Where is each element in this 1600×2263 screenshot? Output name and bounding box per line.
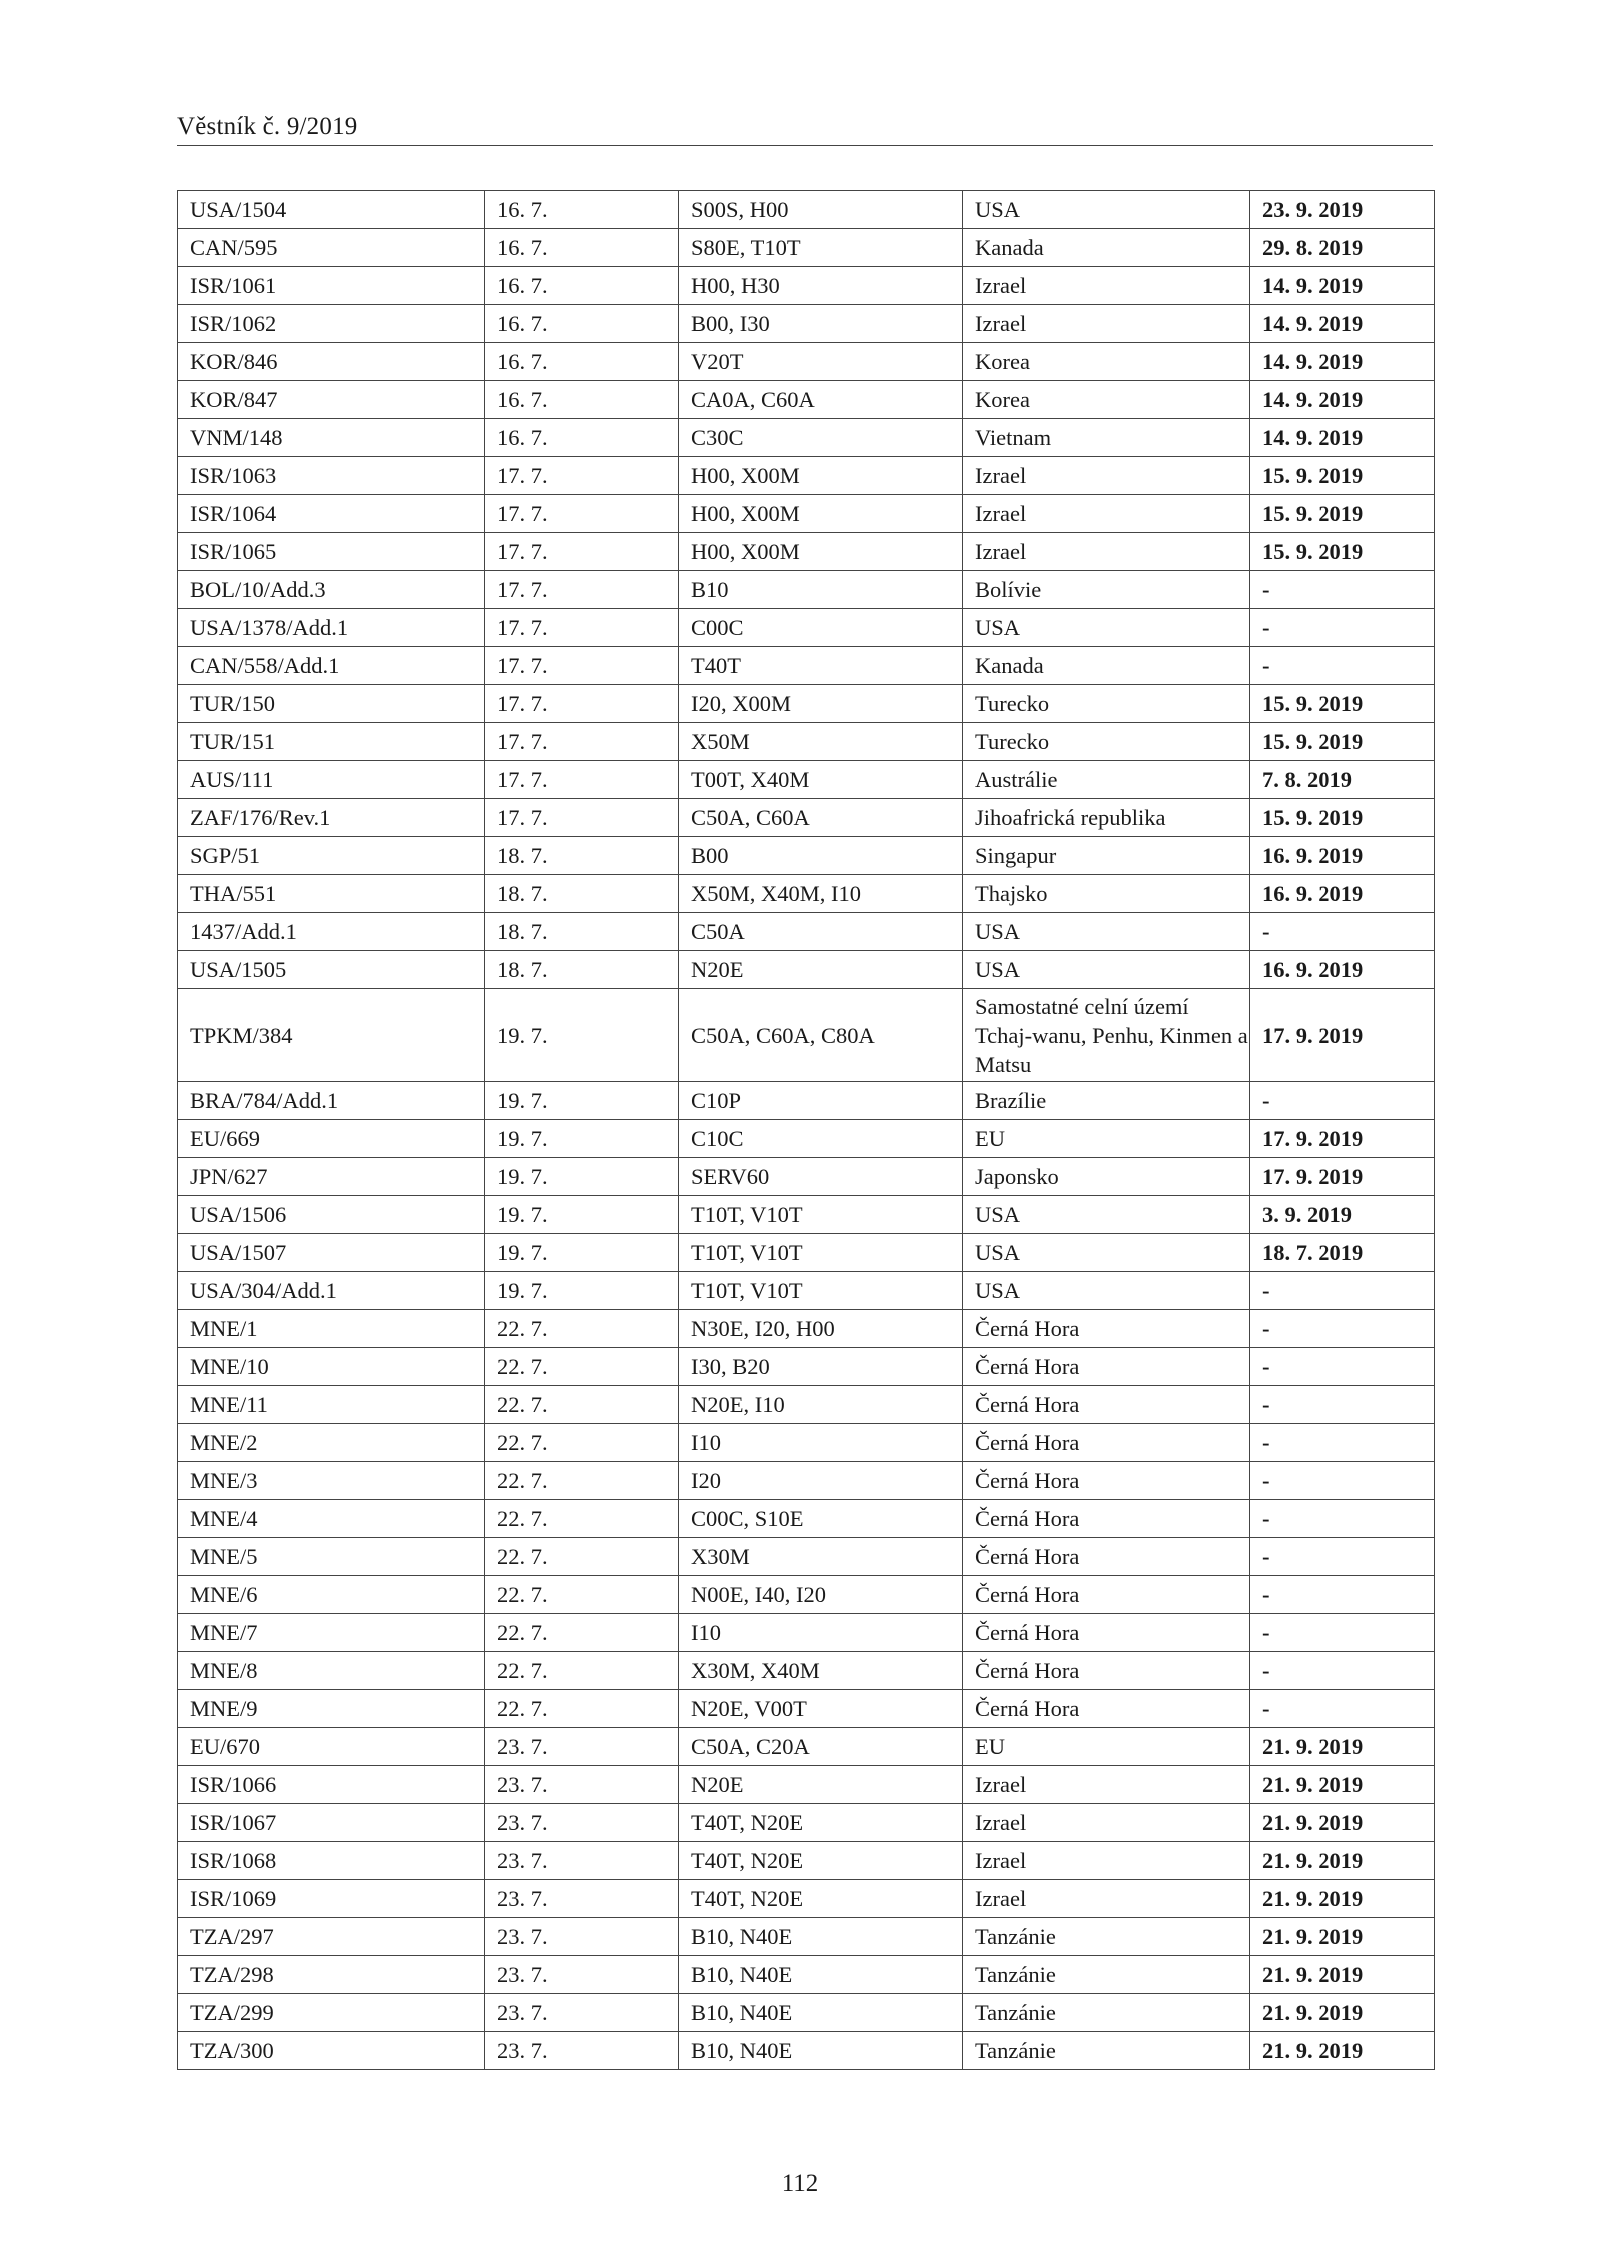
product-codes-cell: S00S, H00 — [679, 191, 963, 229]
notification-symbol-cell: ISR/1063 — [178, 457, 485, 495]
comment-deadline-cell: 15. 9. 2019 — [1250, 799, 1435, 837]
notification-symbol-cell: USA/1505 — [178, 951, 485, 989]
product-codes-cell: N20E — [679, 1766, 963, 1804]
page-header-title: Věstník č. 9/2019 — [177, 113, 358, 140]
comment-deadline-cell: - — [1250, 1424, 1435, 1462]
country-cell: Černá Hora — [963, 1386, 1250, 1424]
notification-symbol-cell: AUS/111 — [178, 761, 485, 799]
notification-date-cell: 16. 7. — [485, 229, 679, 267]
product-codes-cell: C00C, S10E — [679, 1500, 963, 1538]
notification-symbol-cell: MNE/11 — [178, 1386, 485, 1424]
notification-symbol-cell: KOR/847 — [178, 381, 485, 419]
notification-date-cell: 17. 7. — [485, 799, 679, 837]
page-number: 112 — [781, 2170, 819, 2197]
notification-symbol-cell: CAN/595 — [178, 229, 485, 267]
comment-deadline-cell: - — [1250, 571, 1435, 609]
country-cell: USA — [963, 1272, 1250, 1310]
product-codes-cell: T00T, X40M — [679, 761, 963, 799]
table-row — [178, 761, 1435, 799]
product-codes-cell: B10 — [679, 571, 963, 609]
country-cell: Jihoafrická republika — [963, 799, 1250, 837]
notification-date-cell: 18. 7. — [485, 951, 679, 989]
country-cell: Bolívie — [963, 571, 1250, 609]
country-cell: Kanada — [963, 647, 1250, 685]
table-row — [178, 723, 1435, 761]
table-row — [178, 951, 1435, 989]
comment-deadline-cell: 18. 7. 2019 — [1250, 1234, 1435, 1272]
notification-date-cell: 16. 7. — [485, 305, 679, 343]
country-cell: Černá Hora — [963, 1310, 1250, 1348]
table-row — [178, 457, 1435, 495]
comment-deadline-cell: 21. 9. 2019 — [1250, 1880, 1435, 1918]
notification-symbol-cell: ISR/1067 — [178, 1804, 485, 1842]
comment-deadline-cell: 14. 9. 2019 — [1250, 381, 1435, 419]
notification-symbol-cell: ISR/1061 — [178, 267, 485, 305]
product-codes-cell: C50A — [679, 913, 963, 951]
product-codes-cell: T40T, N20E — [679, 1804, 963, 1842]
comment-deadline-cell: 23. 9. 2019 — [1250, 191, 1435, 229]
product-codes-cell: I10 — [679, 1424, 963, 1462]
country-cell: Izrael — [963, 1880, 1250, 1918]
table-row — [178, 495, 1435, 533]
product-codes-cell: N20E, I10 — [679, 1386, 963, 1424]
country-cell: Černá Hora — [963, 1424, 1250, 1462]
table-row — [178, 1880, 1435, 1918]
comment-deadline-cell: 15. 9. 2019 — [1250, 685, 1435, 723]
product-codes-cell: X30M, X40M — [679, 1652, 963, 1690]
comment-deadline-cell: 14. 9. 2019 — [1250, 305, 1435, 343]
notification-date-cell: 23. 7. — [485, 1880, 679, 1918]
product-codes-cell: X30M — [679, 1538, 963, 1576]
notification-symbol-cell: ISR/1062 — [178, 305, 485, 343]
product-codes-cell: C10P — [679, 1082, 963, 1120]
notification-symbol-cell: KOR/846 — [178, 343, 485, 381]
country-cell: USA — [963, 1196, 1250, 1234]
country-cell: Černá Hora — [963, 1462, 1250, 1500]
comment-deadline-cell: 21. 9. 2019 — [1250, 1766, 1435, 1804]
notification-symbol-cell: USA/1506 — [178, 1196, 485, 1234]
country-cell: Tanzánie — [963, 2032, 1250, 2070]
comment-deadline-cell: - — [1250, 1500, 1435, 1538]
table-row — [178, 1576, 1435, 1614]
table-row — [178, 647, 1435, 685]
notification-symbol-cell: ISR/1069 — [178, 1880, 485, 1918]
notification-date-cell: 22. 7. — [485, 1310, 679, 1348]
comment-deadline-cell: - — [1250, 1082, 1435, 1120]
notification-date-cell: 16. 7. — [485, 191, 679, 229]
country-cell: Tanzánie — [963, 1994, 1250, 2032]
comment-deadline-cell: 21. 9. 2019 — [1250, 1918, 1435, 1956]
notification-symbol-cell: TZA/300 — [178, 2032, 485, 2070]
notification-symbol-cell: SGP/51 — [178, 837, 485, 875]
table-row — [178, 1956, 1435, 1994]
notification-symbol-cell: MNE/2 — [178, 1424, 485, 1462]
notification-date-cell: 22. 7. — [485, 1614, 679, 1652]
country-cell: EU — [963, 1120, 1250, 1158]
comment-deadline-cell: 16. 9. 2019 — [1250, 875, 1435, 913]
table-row — [178, 1994, 1435, 2032]
country-cell: Černá Hora — [963, 1652, 1250, 1690]
notification-date-cell: 18. 7. — [485, 913, 679, 951]
product-codes-cell: SERV60 — [679, 1158, 963, 1196]
notification-date-cell: 19. 7. — [485, 989, 679, 1082]
comment-deadline-cell: 21. 9. 2019 — [1250, 1994, 1435, 2032]
country-cell: Černá Hora — [963, 1538, 1250, 1576]
product-codes-cell: B10, N40E — [679, 1918, 963, 1956]
notification-date-cell: 19. 7. — [485, 1082, 679, 1120]
table-row — [178, 1614, 1435, 1652]
comment-deadline-cell: 21. 9. 2019 — [1250, 1728, 1435, 1766]
notification-symbol-cell: TUR/150 — [178, 685, 485, 723]
product-codes-cell: B10, N40E — [679, 2032, 963, 2070]
notification-symbol-cell: USA/1507 — [178, 1234, 485, 1272]
notification-date-cell: 22. 7. — [485, 1424, 679, 1462]
country-cell: Černá Hora — [963, 1690, 1250, 1728]
notification-date-cell: 17. 7. — [485, 647, 679, 685]
comment-deadline-cell: - — [1250, 609, 1435, 647]
product-codes-cell: N00E, I40, I20 — [679, 1576, 963, 1614]
table-row — [178, 875, 1435, 913]
table-row — [178, 1386, 1435, 1424]
notification-date-cell: 19. 7. — [485, 1158, 679, 1196]
table-row — [178, 1690, 1435, 1728]
comment-deadline-cell: - — [1250, 1690, 1435, 1728]
notification-symbol-cell: MNE/9 — [178, 1690, 485, 1728]
notification-symbol-cell: CAN/558/Add.1 — [178, 647, 485, 685]
comment-deadline-cell: 14. 9. 2019 — [1250, 267, 1435, 305]
product-codes-cell: B00, I30 — [679, 305, 963, 343]
notification-symbol-cell: EU/670 — [178, 1728, 485, 1766]
table-row — [178, 1424, 1435, 1462]
comment-deadline-cell: - — [1250, 1462, 1435, 1500]
notification-symbol-cell: ISR/1066 — [178, 1766, 485, 1804]
comment-deadline-cell: 15. 9. 2019 — [1250, 723, 1435, 761]
notification-date-cell: 17. 7. — [485, 609, 679, 647]
comment-deadline-cell: - — [1250, 1576, 1435, 1614]
notification-table — [177, 190, 1435, 2070]
table-row — [178, 229, 1435, 267]
notification-symbol-cell: USA/1378/Add.1 — [178, 609, 485, 647]
product-codes-cell: V20T — [679, 343, 963, 381]
notification-date-cell: 19. 7. — [485, 1196, 679, 1234]
notification-date-cell: 23. 7. — [485, 1766, 679, 1804]
country-cell: EU — [963, 1728, 1250, 1766]
notification-date-cell: 17. 7. — [485, 495, 679, 533]
table-row — [178, 1538, 1435, 1576]
notification-symbol-cell: MNE/1 — [178, 1310, 485, 1348]
country-cell: Turecko — [963, 723, 1250, 761]
notification-symbol-cell: MNE/5 — [178, 1538, 485, 1576]
country-cell: Izrael — [963, 1842, 1250, 1880]
table-row — [178, 1082, 1435, 1120]
notification-date-cell: 18. 7. — [485, 837, 679, 875]
notification-date-cell: 16. 7. — [485, 267, 679, 305]
product-codes-cell: H00, H30 — [679, 267, 963, 305]
product-codes-cell: T40T, N20E — [679, 1880, 963, 1918]
header-divider — [177, 145, 1433, 146]
notification-date-cell: 22. 7. — [485, 1652, 679, 1690]
country-cell: USA — [963, 951, 1250, 989]
notification-symbol-cell: TUR/151 — [178, 723, 485, 761]
table-row — [178, 1500, 1435, 1538]
product-codes-cell: H00, X00M — [679, 495, 963, 533]
product-codes-cell: T10T, V10T — [679, 1234, 963, 1272]
country-cell: Korea — [963, 343, 1250, 381]
table-row — [178, 1728, 1435, 1766]
country-cell: Černá Hora — [963, 1348, 1250, 1386]
country-cell: USA — [963, 609, 1250, 647]
notification-date-cell: 23. 7. — [485, 1804, 679, 1842]
country-cell: Tanzánie — [963, 1956, 1250, 1994]
product-codes-cell: S80E, T10T — [679, 229, 963, 267]
product-codes-cell: T40T, N20E — [679, 1842, 963, 1880]
country-cell: Samostatné celní území Tchaj-wanu, Penhu, Kinmen a Matsu — [963, 989, 1250, 1082]
comment-deadline-cell: - — [1250, 1652, 1435, 1690]
notification-date-cell: 22. 7. — [485, 1538, 679, 1576]
comment-deadline-cell: 17. 9. 2019 — [1250, 1158, 1435, 1196]
notification-date-cell: 17. 7. — [485, 723, 679, 761]
notification-date-cell: 23. 7. — [485, 1956, 679, 1994]
country-cell: Izrael — [963, 1804, 1250, 1842]
product-codes-cell: T40T — [679, 647, 963, 685]
notification-date-cell: 19. 7. — [485, 1234, 679, 1272]
notification-date-cell: 17. 7. — [485, 533, 679, 571]
notification-symbol-cell: MNE/3 — [178, 1462, 485, 1500]
product-codes-cell: C30C — [679, 419, 963, 457]
country-cell: Austrálie — [963, 761, 1250, 799]
table-row — [178, 1804, 1435, 1842]
comment-deadline-cell: 14. 9. 2019 — [1250, 419, 1435, 457]
table-row — [178, 685, 1435, 723]
product-codes-cell: I10 — [679, 1614, 963, 1652]
comment-deadline-cell: 21. 9. 2019 — [1250, 1956, 1435, 1994]
country-cell: Korea — [963, 381, 1250, 419]
notification-date-cell: 16. 7. — [485, 381, 679, 419]
country-cell: USA — [963, 191, 1250, 229]
notification-symbol-cell: TZA/298 — [178, 1956, 485, 1994]
country-cell: Thajsko — [963, 875, 1250, 913]
notification-symbol-cell: MNE/10 — [178, 1348, 485, 1386]
product-codes-cell: I20, X00M — [679, 685, 963, 723]
notification-symbol-cell: BRA/784/Add.1 — [178, 1082, 485, 1120]
notification-date-cell: 17. 7. — [485, 571, 679, 609]
table-row — [178, 1462, 1435, 1500]
notification-date-cell: 17. 7. — [485, 685, 679, 723]
comment-deadline-cell: 16. 9. 2019 — [1250, 951, 1435, 989]
notification-symbol-cell: MNE/8 — [178, 1652, 485, 1690]
table-row — [178, 343, 1435, 381]
notification-date-cell: 22. 7. — [485, 1348, 679, 1386]
table-row — [178, 533, 1435, 571]
table-row — [178, 571, 1435, 609]
country-cell: Tanzánie — [963, 1918, 1250, 1956]
product-codes-cell: B00 — [679, 837, 963, 875]
comment-deadline-cell: - — [1250, 1386, 1435, 1424]
comment-deadline-cell: 21. 9. 2019 — [1250, 2032, 1435, 2070]
notification-date-cell: 23. 7. — [485, 1918, 679, 1956]
product-codes-cell: C10C — [679, 1120, 963, 1158]
product-codes-cell: N20E — [679, 951, 963, 989]
notification-date-cell: 19. 7. — [485, 1120, 679, 1158]
product-codes-cell: B10, N40E — [679, 1956, 963, 1994]
notification-date-cell: 22. 7. — [485, 1386, 679, 1424]
comment-deadline-cell: 7. 8. 2019 — [1250, 761, 1435, 799]
country-cell: Černá Hora — [963, 1500, 1250, 1538]
notification-symbol-cell: TZA/299 — [178, 1994, 485, 2032]
table-row — [178, 1348, 1435, 1386]
product-codes-cell: N30E, I20, H00 — [679, 1310, 963, 1348]
country-cell: Izrael — [963, 457, 1250, 495]
product-codes-cell: H00, X00M — [679, 457, 963, 495]
notification-symbol-cell: TPKM/384 — [178, 989, 485, 1082]
notification-symbol-cell: MNE/7 — [178, 1614, 485, 1652]
table-row — [178, 381, 1435, 419]
comment-deadline-cell: 29. 8. 2019 — [1250, 229, 1435, 267]
table-row — [178, 799, 1435, 837]
notification-symbol-cell: USA/1504 — [178, 191, 485, 229]
table-row — [178, 837, 1435, 875]
notification-date-cell: 17. 7. — [485, 761, 679, 799]
comment-deadline-cell: 21. 9. 2019 — [1250, 1804, 1435, 1842]
table-row — [178, 989, 1435, 1082]
product-codes-cell: C00C — [679, 609, 963, 647]
table-row — [178, 1120, 1435, 1158]
comment-deadline-cell: - — [1250, 1310, 1435, 1348]
country-cell: Izrael — [963, 267, 1250, 305]
table-row — [178, 1272, 1435, 1310]
comment-deadline-cell: - — [1250, 913, 1435, 951]
product-codes-cell: C50A, C20A — [679, 1728, 963, 1766]
comment-deadline-cell: - — [1250, 1538, 1435, 1576]
product-codes-cell: I20 — [679, 1462, 963, 1500]
product-codes-cell: C50A, C60A, C80A — [679, 989, 963, 1082]
comment-deadline-cell: - — [1250, 1614, 1435, 1652]
notification-symbol-cell: ISR/1064 — [178, 495, 485, 533]
notification-symbol-cell: ISR/1068 — [178, 1842, 485, 1880]
notification-table-body — [178, 191, 1435, 2070]
table-row — [178, 1234, 1435, 1272]
notification-symbol-cell: MNE/6 — [178, 1576, 485, 1614]
table-row — [178, 419, 1435, 457]
notification-date-cell: 22. 7. — [485, 1576, 679, 1614]
notification-symbol-cell: TZA/297 — [178, 1918, 485, 1956]
table-row — [178, 1766, 1435, 1804]
notification-date-cell: 16. 7. — [485, 343, 679, 381]
country-cell: Izrael — [963, 1766, 1250, 1804]
table-row — [178, 1918, 1435, 1956]
country-cell: USA — [963, 913, 1250, 951]
country-cell: Brazílie — [963, 1082, 1250, 1120]
comment-deadline-cell: 14. 9. 2019 — [1250, 343, 1435, 381]
product-codes-cell: N20E, V00T — [679, 1690, 963, 1728]
product-codes-cell: X50M — [679, 723, 963, 761]
comment-deadline-cell: 17. 9. 2019 — [1250, 1120, 1435, 1158]
country-cell: Černá Hora — [963, 1614, 1250, 1652]
comment-deadline-cell: 21. 9. 2019 — [1250, 1842, 1435, 1880]
comment-deadline-cell: 17. 9. 2019 — [1250, 989, 1435, 1082]
table-row — [178, 191, 1435, 229]
country-cell: Černá Hora — [963, 1576, 1250, 1614]
country-cell: Izrael — [963, 305, 1250, 343]
comment-deadline-cell: 15. 9. 2019 — [1250, 457, 1435, 495]
product-codes-cell: I30, B20 — [679, 1348, 963, 1386]
table-row — [178, 1158, 1435, 1196]
country-cell: Izrael — [963, 495, 1250, 533]
notification-date-cell: 22. 7. — [485, 1690, 679, 1728]
table-row — [178, 1196, 1435, 1234]
table-row — [178, 305, 1435, 343]
notification-date-cell: 17. 7. — [485, 457, 679, 495]
country-cell: Japonsko — [963, 1158, 1250, 1196]
table-row — [178, 2032, 1435, 2070]
product-codes-cell: CA0A, C60A — [679, 381, 963, 419]
country-cell: Turecko — [963, 685, 1250, 723]
comment-deadline-cell: 15. 9. 2019 — [1250, 495, 1435, 533]
country-cell: Singapur — [963, 837, 1250, 875]
table-row — [178, 1652, 1435, 1690]
notification-symbol-cell: ISR/1065 — [178, 533, 485, 571]
comment-deadline-cell: - — [1250, 1272, 1435, 1310]
country-cell: Izrael — [963, 533, 1250, 571]
comment-deadline-cell: 16. 9. 2019 — [1250, 837, 1435, 875]
notification-date-cell: 23. 7. — [485, 1994, 679, 2032]
comment-deadline-cell: - — [1250, 1348, 1435, 1386]
notification-symbol-cell: BOL/10/Add.3 — [178, 571, 485, 609]
table-row — [178, 1842, 1435, 1880]
table-row — [178, 609, 1435, 647]
notification-date-cell: 23. 7. — [485, 1728, 679, 1766]
notification-symbol-cell: 1437/Add.1 — [178, 913, 485, 951]
table-row — [178, 913, 1435, 951]
product-codes-cell: C50A, C60A — [679, 799, 963, 837]
notification-date-cell: 22. 7. — [485, 1500, 679, 1538]
notification-date-cell: 22. 7. — [485, 1462, 679, 1500]
product-codes-cell: T10T, V10T — [679, 1272, 963, 1310]
notification-symbol-cell: MNE/4 — [178, 1500, 485, 1538]
notification-date-cell: 19. 7. — [485, 1272, 679, 1310]
notification-date-cell: 18. 7. — [485, 875, 679, 913]
notification-symbol-cell: EU/669 — [178, 1120, 485, 1158]
product-codes-cell: T10T, V10T — [679, 1196, 963, 1234]
product-codes-cell: X50M, X40M, I10 — [679, 875, 963, 913]
country-cell: USA — [963, 1234, 1250, 1272]
notification-symbol-cell: VNM/148 — [178, 419, 485, 457]
notification-symbol-cell: USA/304/Add.1 — [178, 1272, 485, 1310]
notification-symbol-cell: THA/551 — [178, 875, 485, 913]
notification-date-cell: 23. 7. — [485, 1842, 679, 1880]
comment-deadline-cell: 15. 9. 2019 — [1250, 533, 1435, 571]
notification-date-cell: 23. 7. — [485, 2032, 679, 2070]
country-cell: Vietnam — [963, 419, 1250, 457]
notification-symbol-cell: ZAF/176/Rev.1 — [178, 799, 485, 837]
notification-symbol-cell: JPN/627 — [178, 1158, 485, 1196]
comment-deadline-cell: 3. 9. 2019 — [1250, 1196, 1435, 1234]
table-row — [178, 267, 1435, 305]
country-cell: Kanada — [963, 229, 1250, 267]
comment-deadline-cell: - — [1250, 647, 1435, 685]
notification-date-cell: 16. 7. — [485, 419, 679, 457]
table-row — [178, 1310, 1435, 1348]
product-codes-cell: H00, X00M — [679, 533, 963, 571]
product-codes-cell: B10, N40E — [679, 1994, 963, 2032]
